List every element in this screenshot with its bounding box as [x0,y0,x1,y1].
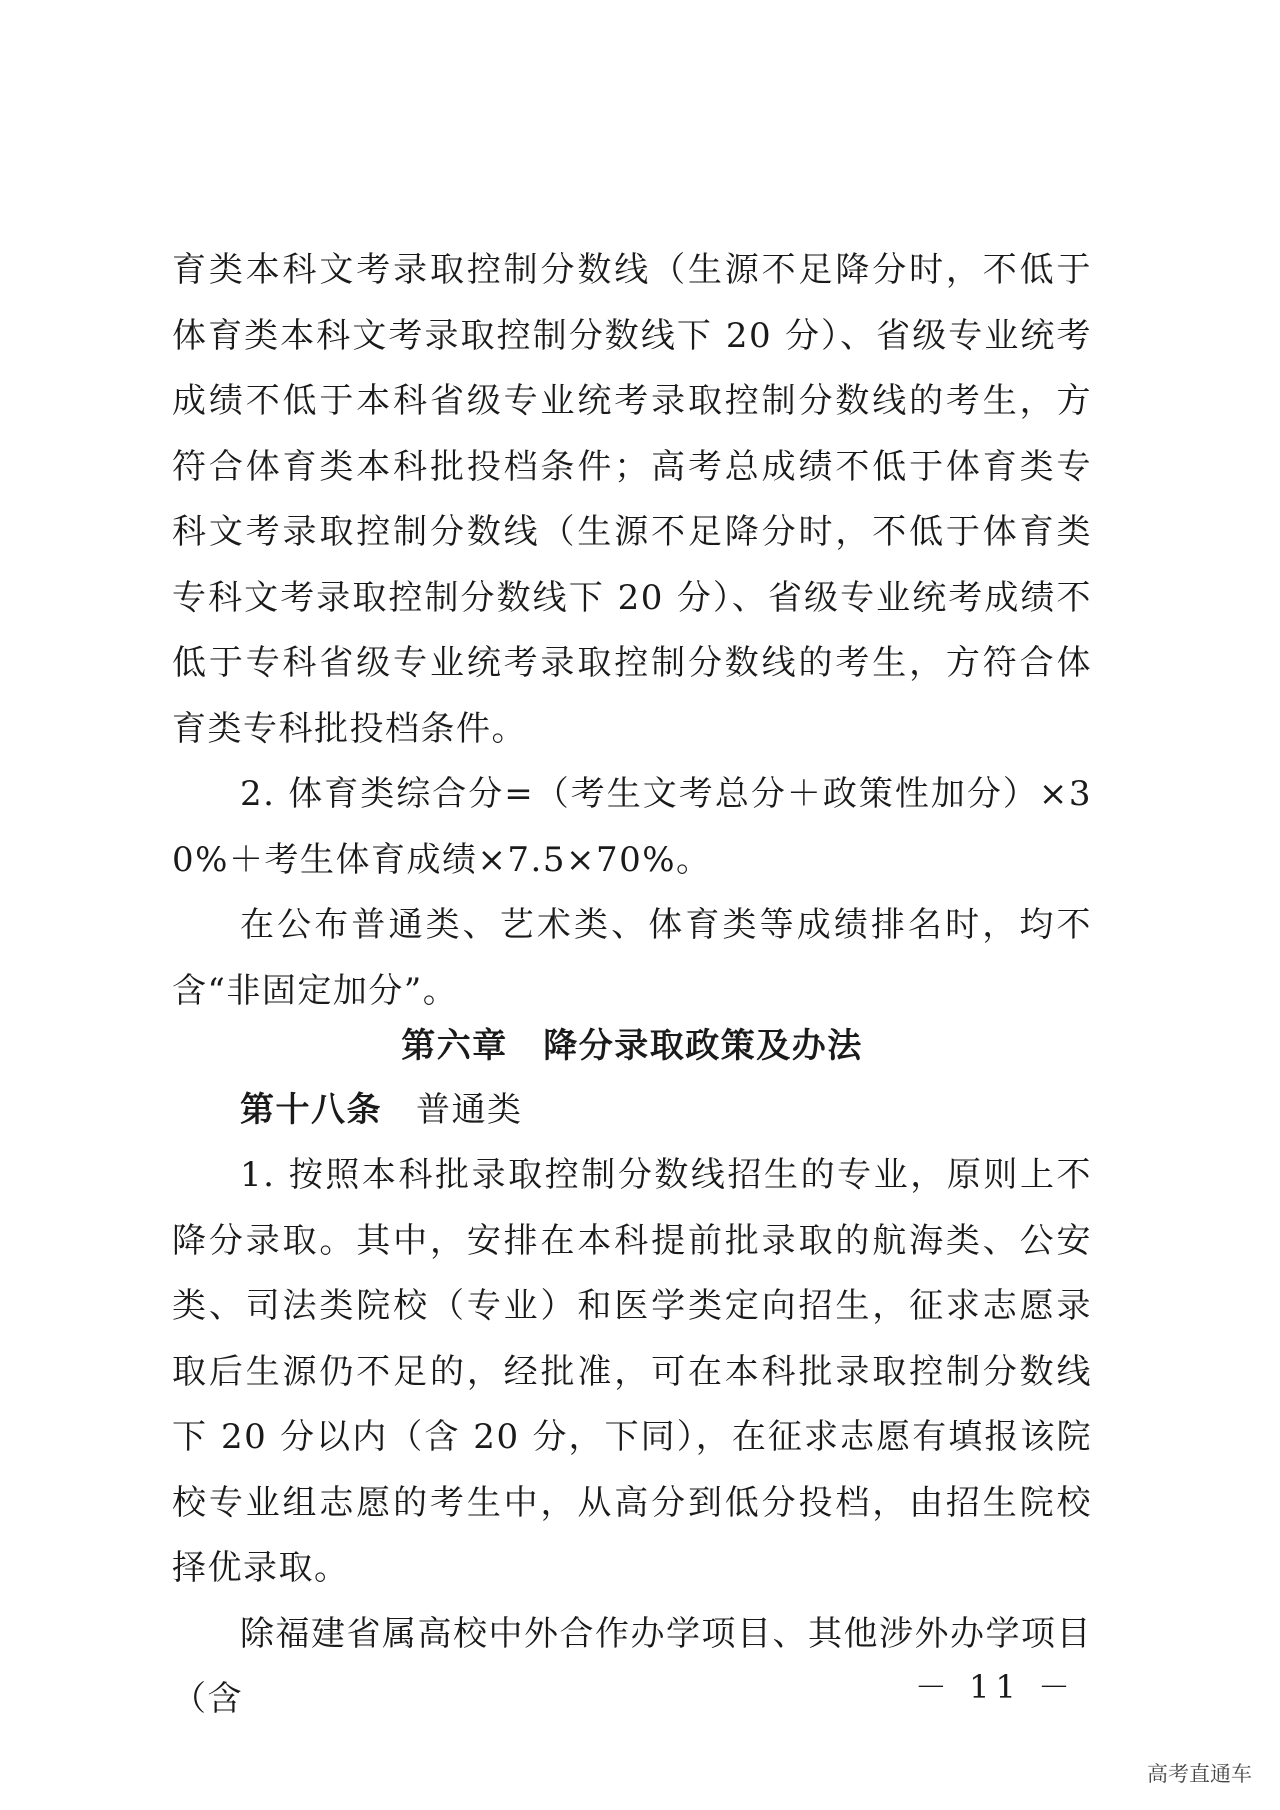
body-text-top [172,238,1092,1024]
paragraph-sports-composite-score: 2. 体育类综合分=（考生文考总分＋政策性加分）×30%＋考生体育成绩×7.5×70%。 [172,774,1092,880]
body-text-bottom [172,1143,1092,1733]
paragraph-reduced-score-policy: 1. 按照本科批录取控制分数线招生的专业，原则上不降分录取。其中，安排在本科提前批录取的航海类、公安类、司法类院校（专业）和医学类定向招生，征求志愿录取后生源仍不足的，经批准，可在本科批录取控制分数线下 20 分以内（含 20 分，下同），在征求志愿有填报该院校专业组志愿的考生中，从高分到低分投档，由招生院校择优录取。 [172,1155,1092,1588]
chapter-title: 第六章 降分录取政策及办法 [401,1026,863,1066]
page-number: － 11 － [914,1668,1076,1706]
watermark-text: 高考直通车 [1147,1762,1252,1786]
paragraph-fujian-exception: 除福建省属高校中外合作办学项目、其他涉外办学项目（含 [172,1613,1092,1719]
article-number: 第十八条 [240,1090,382,1130]
article-heading [240,1082,523,1131]
paragraph-sports-admission-conditions: 育类本科文考录取控制分数线（生源不足降分时，不低于体育类本科文考录取控制分数线下 20 分）、省级专业统考成绩不低于本科省级专业统考录取控制分数线的考生，方符合体育类本科批投档条件；高考总成绩不低于体育类专科文考录取控制分数线（生源不足降分时，不低于体育类专科文考录取控制分数线下 20 分）、省级专业统考成绩不低于专科省级专业统考录取控制分数线的考生，方符合体育类专科批投档条件。 [172,250,1092,749]
paragraph-ranking-note: 在公布普通类、艺术类、体育类等成绩排名时，均不含“非固定加分”。 [172,905,1092,1011]
article-title: 普通类 [416,1090,523,1130]
